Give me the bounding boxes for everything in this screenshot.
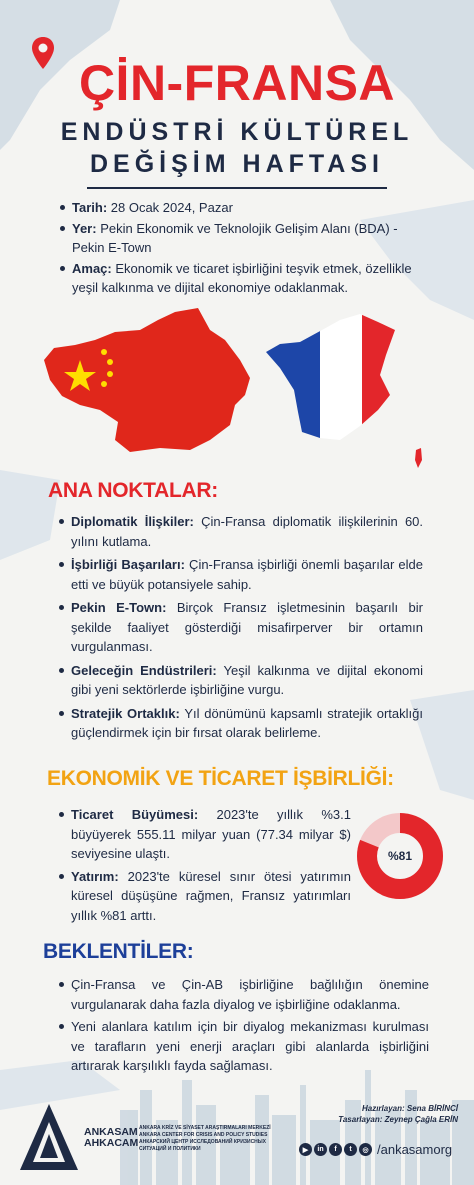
china-map [40, 300, 255, 460]
social-links [299, 1142, 452, 1157]
section-heading-economic: EKONOMİK VE TİCARET İŞBİRLİĞİ: [47, 767, 394, 790]
credits [338, 1103, 458, 1125]
list-item: Diplomatik İlişkiler: Çin-Fransa diplomatik ilişkilerinin 60. yılını kutlama. [59, 512, 423, 551]
list-item: Çin-Fransa ve Çin-AB işbirliğine bağlılığın önemine vurgulanarak daha fazla diyalog ve işbirliğine odaklanma. [59, 975, 429, 1014]
list-item: İşbirliği Başarıları: Çin-Fransa işbirliği önemli başarılar elde etti ve büyük potansiyele sahip. [59, 555, 423, 594]
subtitle-line-1: ENDÜSTRİ KÜLTÜREL [60, 118, 414, 146]
corsica-map [415, 448, 422, 468]
intro-item-date: Tarih: 28 Ocak 2024, Pazar [60, 198, 432, 218]
list-item: Yeni alanlara katılım için bir diyalog mekanizması kurulması ve tarafların yeni enerji araçları gibi alanlarda işbirliğini artırarak karşılıklı fayda sağlaması. [59, 1017, 429, 1076]
donut-label: %81 [387, 849, 413, 863]
youtube-icon[interactable]: ▶ [299, 1143, 312, 1156]
instagram-icon[interactable]: ◎ [359, 1143, 372, 1156]
ankasam-logo [18, 1100, 80, 1174]
twitter-icon[interactable]: t [344, 1143, 357, 1156]
subtitle-line-2: DEĞİŞİM HAFTASI [90, 150, 384, 178]
linkedin-icon[interactable]: in [314, 1143, 327, 1156]
list-item: Stratejik Ortaklık: Yıl dönümünü kapsamlı stratejik ortaklığı güçlendirmek için bir fırsat olarak belirleme. [59, 704, 423, 743]
credit-prepared-by: Hazırlayan: Sena BİRİNCİ [361, 1104, 458, 1113]
credit-designed-by: Tasarlayan: Zeynep Çağla ERİN [338, 1115, 458, 1124]
brand-subtitle: ANKARA KRİZ VE SİYASET ARAŞTIRMALARI MERKEZİ ANKARA CENTER FOR CRISIS AND POLICY STUDIES АНКАРСКИЙ ЦЕНТР ИССЛЕДОВАНИЙ КРИЗИСНЫХ СИТУАЦИЙ И ПОЛИТИКИ [139, 1125, 271, 1152]
intro-list [60, 198, 432, 299]
list-item: Pekin E-Town: Birçok Fransız işletmesinin başarılı bir şekilde faaliyet gösterdiği misafirperver bir ortamın vurgulanması. [59, 598, 423, 657]
section-heading-key-points: ANA NOKTALAR: [48, 479, 218, 502]
section-heading-expectations: BEKLENTİLER: [43, 940, 194, 963]
page-title: ÇİN-FRANSA [78, 55, 396, 111]
title-divider [87, 187, 387, 189]
social-handle[interactable]: /ankasamorg [377, 1142, 453, 1157]
list-item: Ticaret Büyümesi: 2023'te yıllık %3.1 büyüyerek 555.11 milyar yuan (77.34 milyar $) seviyesine ulaştı. [59, 805, 351, 864]
key-points-list [59, 512, 423, 747]
facebook-icon[interactable]: f [329, 1143, 342, 1156]
investment-donut-chart [356, 812, 444, 900]
intro-item-purpose: Amaç: Ekonomik ve ticaret işbirliğini teşvik etmek, özellikle yeşil kalkınma ve dijital ekonomiye odaklanmak. [60, 259, 432, 298]
economic-list [59, 805, 351, 928]
france-map [260, 300, 422, 460]
intro-item-location: Yer: Pekin Ekonomik ve Teknolojik Gelişim Alanı (BDA) - Pekin E-Town [60, 219, 432, 258]
brand-name: ANKASAM AHKACAM [84, 1126, 139, 1149]
list-item: Yatırım: 2023'te küresel sınır ötesi yatırımın küresel düşüşüne rağmen, Fransız yatırımları yıllık %81 arttı. [59, 867, 351, 926]
list-item: Geleceğin Endüstrileri: Yeşil kalkınma ve dijital ekonomi gibi yeni sektörlerde işbirliğine vurgu. [59, 661, 423, 700]
country-maps [40, 300, 440, 480]
